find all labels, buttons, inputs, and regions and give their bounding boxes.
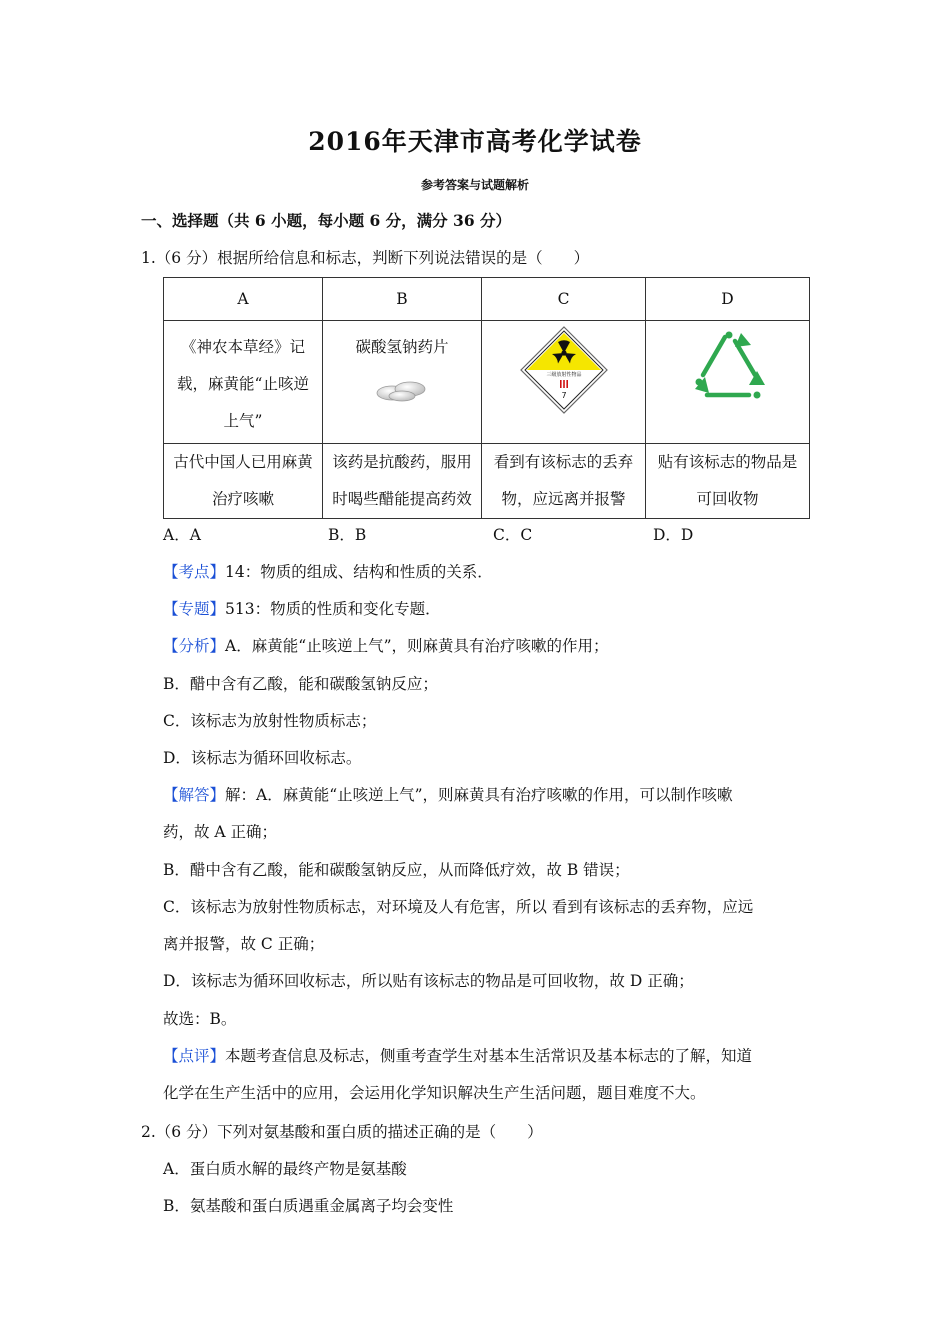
jieda-text-5: 离并报警，故 C 正确； — [163, 935, 325, 953]
jieda-tag: 【解答】 — [163, 786, 226, 804]
page-subtitle: 参考答案与试题解析 — [420, 178, 529, 192]
table-header-d: D — [646, 278, 810, 321]
table-header-a: A — [164, 278, 323, 321]
jieda-text-4: C．该标志为放射性物质标志，对环境及人有危害，所以 看到有该标志的丢弃物，应远 — [163, 898, 754, 916]
fenxi-text: A．麻黄能“止咳逆上气”，则麻黄具有治疗咳嗽的作用； — [225, 637, 609, 655]
question-2-stem: 2.（6 分）下列对氨基酸和蛋白质的描述正确的是（ ） — [141, 1123, 543, 1141]
desc-a-line: 古代中国人已用麻黄 — [173, 453, 313, 471]
option-a: A．A — [163, 526, 201, 544]
sign-c-number: 7 — [560, 391, 567, 400]
sign-c-label: 三级放射性物品 — [545, 372, 582, 378]
jieda-text-2: 药，故 A 正确； — [163, 823, 278, 841]
desc-a-line: 治疗咳嗽 — [211, 490, 274, 508]
jieda-text-7: 故选：B。 — [163, 1010, 237, 1028]
option-b: B．B — [328, 526, 367, 544]
desc-a — [164, 444, 323, 519]
table-header-c: C — [482, 278, 646, 321]
fenxi-b: B．醋中含有乙酸，能和碳酸氢钠反应； — [163, 675, 438, 693]
cell-b-info — [323, 321, 482, 444]
page-title: 2016年天津市高考化学试卷 — [308, 127, 642, 156]
fenxi-c: C．该标志为放射性物质标志； — [163, 712, 377, 730]
kaodian-tag: 【考点】 — [163, 563, 226, 581]
question-2-option-b: B．氨基酸和蛋白质遇重金属离子均会变性 — [163, 1197, 454, 1215]
desc-c-line: 物，应远离并报警 — [501, 490, 626, 508]
zhuanti-tag: 【专题】 — [163, 600, 226, 618]
table-header-b: B — [323, 278, 482, 321]
fenxi-tag: 【分析】 — [163, 637, 226, 655]
desc-c-line: 看到有该标志的丢弃 — [493, 453, 634, 471]
cell-b-label: 碳酸氢钠药片 — [355, 338, 449, 356]
dianping-text-1: 本题考查信息及标志，侧重考查学生对基本生活常识及基本标志的了解，知道 — [225, 1047, 753, 1065]
jieda-line — [163, 784, 733, 806]
question-1-table — [163, 277, 810, 519]
desc-c — [482, 444, 646, 519]
cell-a-line: 载，麻黄能“止咳逆 — [177, 375, 309, 393]
kaodian-line — [163, 561, 493, 583]
recycle-symbol-icon — [685, 327, 771, 407]
cell-a-line: 《神农本草经》记 — [180, 338, 305, 356]
radioactive-sign-icon — [519, 325, 609, 415]
desc-b-line: 该药是抗酸药，服用 — [332, 453, 472, 471]
desc-d — [646, 444, 810, 519]
question-1-stem: 1.（6 分）根据所给信息和标志，判断下列说法错误的是（ ） — [141, 249, 590, 267]
option-d: D．D — [653, 526, 694, 544]
dianping-tag: 【点评】 — [163, 1047, 226, 1065]
desc-b — [323, 444, 482, 519]
option-c: C．C — [493, 526, 533, 544]
desc-d-line: 贴有该标志的物品是 — [657, 453, 798, 471]
question-2-option-a: A．蛋白质水解的最终产物是氨基酸 — [163, 1160, 407, 1178]
jieda-text-3: B．醋中含有乙酸，能和碳酸氢钠反应，从而降低疗效，故 B 错误； — [163, 861, 630, 879]
dianping-line — [163, 1045, 752, 1067]
fenxi-d: D．该标志为循环回收标志。 — [163, 749, 362, 767]
jieda-text-1: 解：A．麻黄能“止咳逆上气”，则麻黄具有治疗咳嗽的作用，可以制作咳嗽 — [225, 786, 733, 804]
section-heading: 一、选择题（共 6 小题，每小题 6 分，满分 36 分） — [141, 211, 512, 230]
cell-a-line: 上气” — [223, 412, 263, 430]
cell-a-info — [164, 321, 323, 444]
desc-b-line: 时喝些醋能提高药效 — [332, 490, 472, 508]
kaodian-text: 14：物质的组成、结构和性质的关系． — [225, 563, 493, 581]
jieda-text-6: D．该标志为循环回收标志，所以贴有该标志的物品是可回收物，故 D 正确； — [163, 972, 694, 990]
cell-d-sign — [646, 321, 810, 444]
fenxi-line — [163, 635, 609, 657]
dianping-text-2: 化学在生产生活中的应用，会运用化学知识解决生产生活问题，题目难度不大。 — [163, 1084, 706, 1102]
cell-c-sign — [482, 321, 646, 444]
zhuanti-line — [163, 598, 441, 620]
desc-d-line: 可回收物 — [696, 490, 759, 508]
zhuanti-text: 513：物质的性质和变化专题． — [225, 600, 441, 618]
pill-tablets-icon — [372, 374, 432, 404]
